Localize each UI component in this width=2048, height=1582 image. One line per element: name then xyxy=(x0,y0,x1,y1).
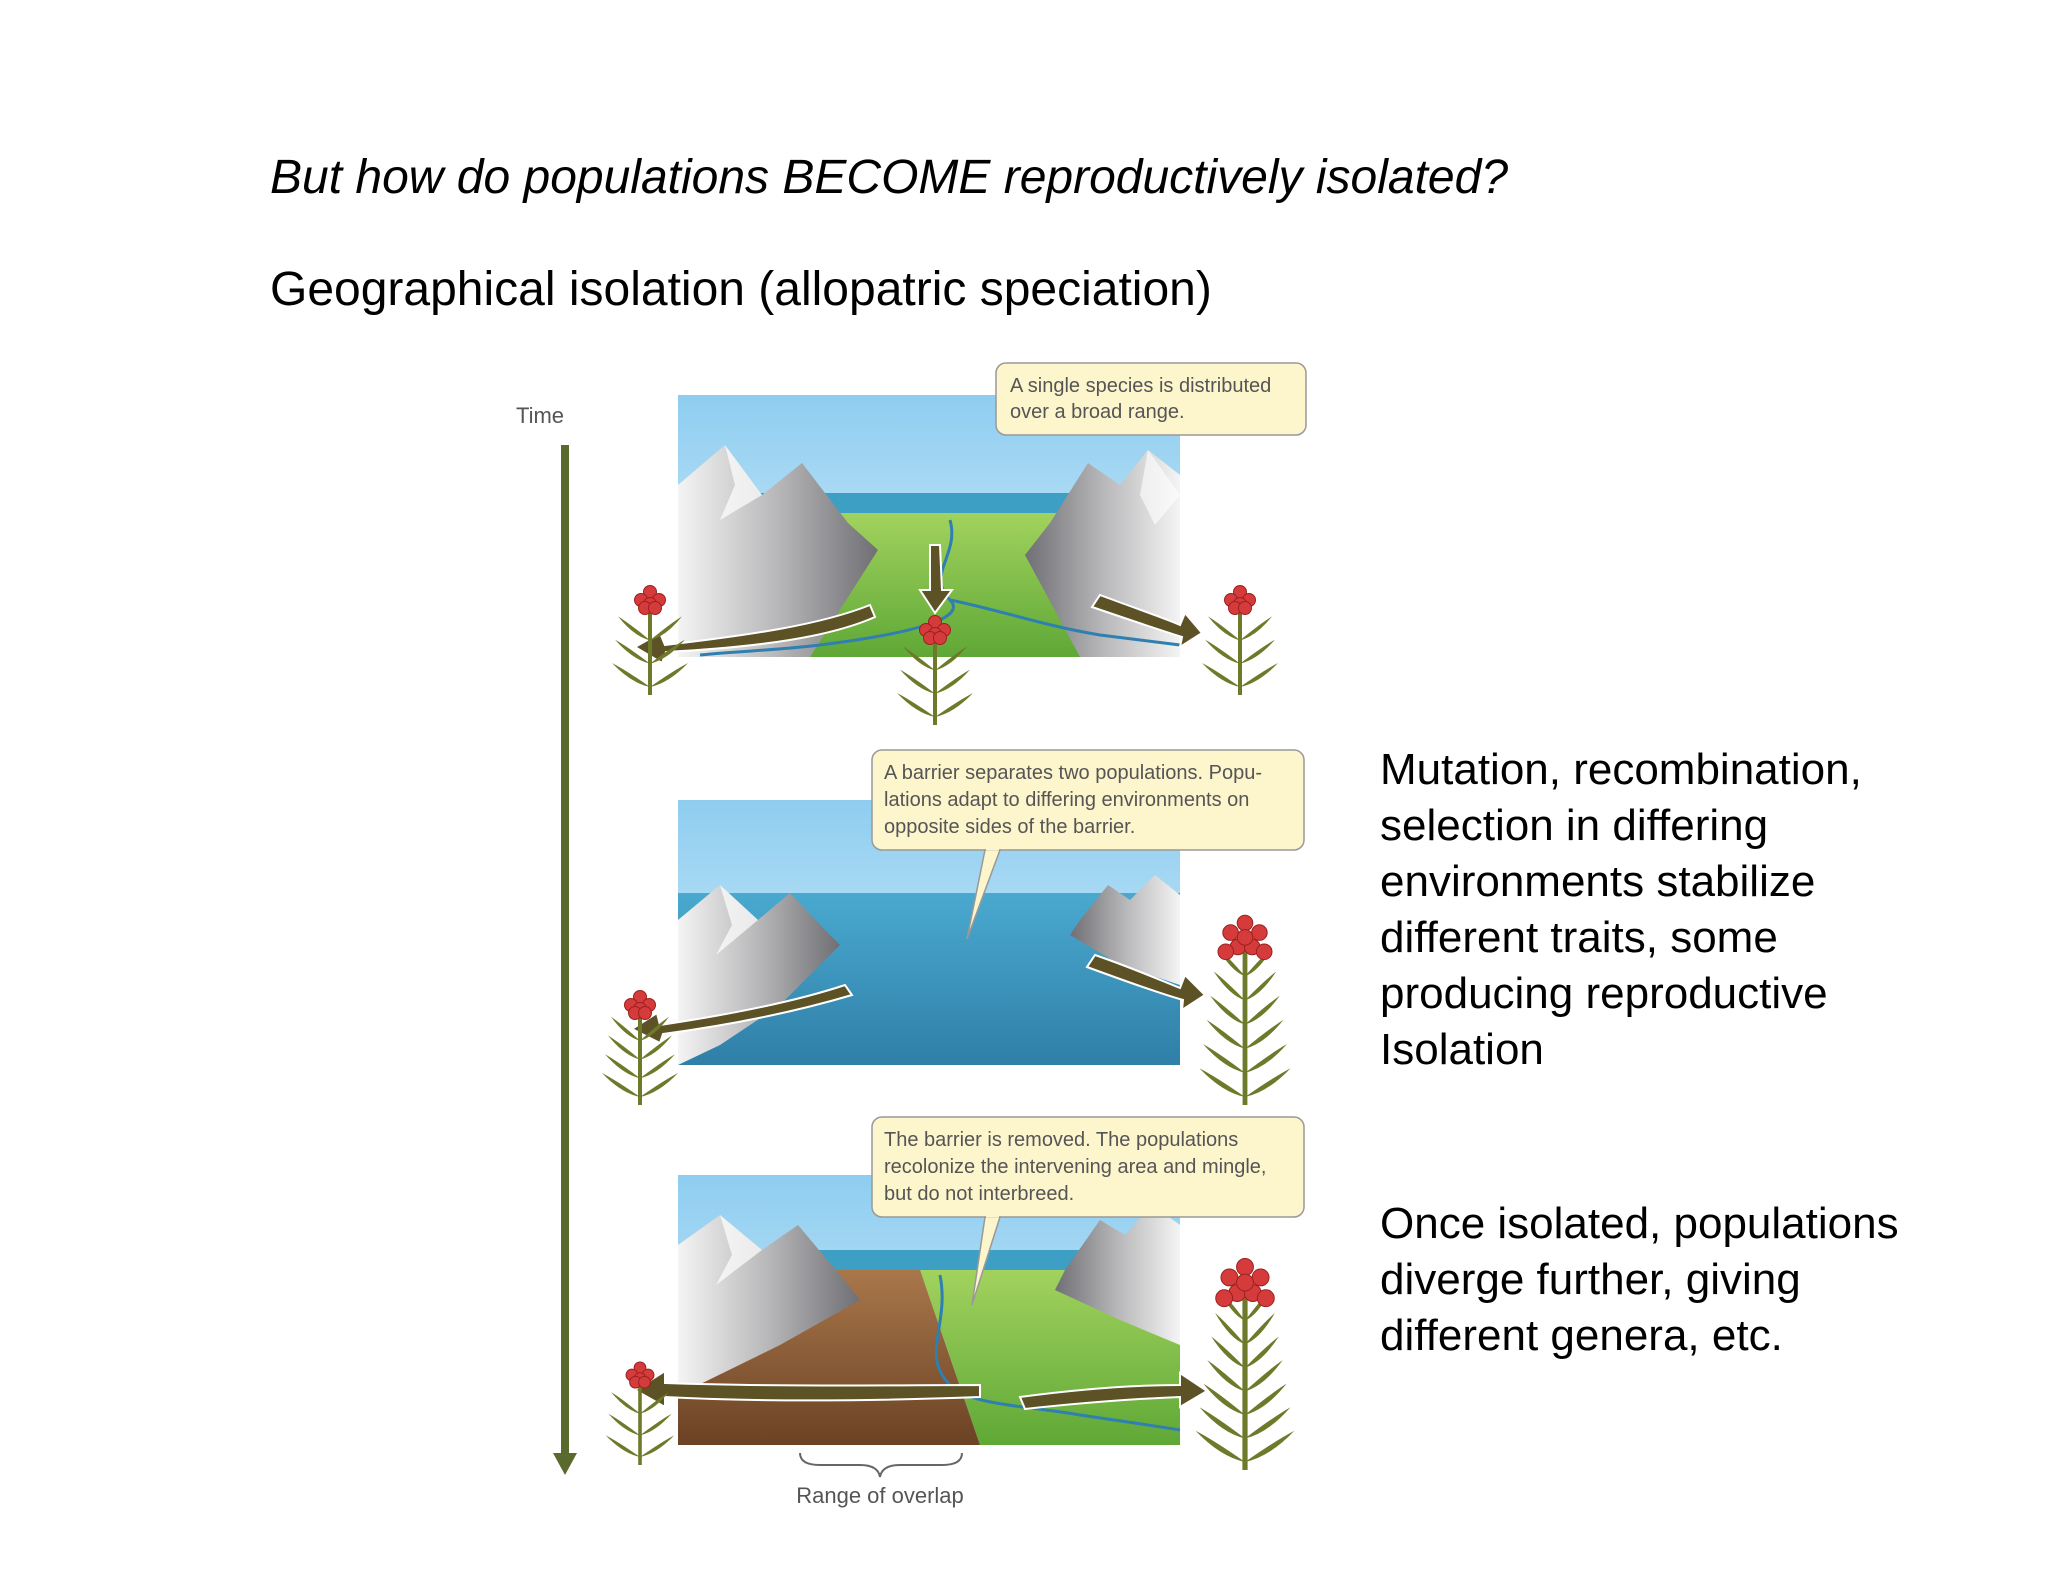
question-text: But how do populations BECOME reproductively isolated? xyxy=(270,151,1509,204)
callout-2-line-3: opposite sides of the barrier. xyxy=(884,816,1136,838)
time-arrow-shaft xyxy=(561,445,569,1455)
panel-3-barrier-removed xyxy=(635,1175,1207,1508)
time-label: Time xyxy=(515,403,565,428)
callout-2-line-1: A barrier separates two populations. Popu- xyxy=(884,762,1262,784)
flower-plant xyxy=(612,586,688,696)
allopatric-speciation-figure xyxy=(480,345,1320,1508)
flower-plant xyxy=(1199,915,1290,1105)
callout-3-line-3: but do not interbreed. xyxy=(884,1183,1075,1205)
side-paragraph-mutation xyxy=(1380,742,1862,1078)
side-line: selection in differing xyxy=(1380,801,1769,850)
time-arrow-head xyxy=(553,1453,577,1475)
callout-1-line-2: over a broad range. xyxy=(1010,401,1185,423)
side-line: Once isolated, populations xyxy=(1380,1199,1899,1248)
side-line: diverge further, giving xyxy=(1380,1255,1801,1304)
flower-plant xyxy=(1196,1259,1295,1470)
callout-2-line-2: lations adapt to differing environments on xyxy=(884,789,1250,811)
side-paragraph-diverge xyxy=(1380,1196,1899,1364)
heading-text: Geographical isolation (allopatric speciation) xyxy=(270,263,1212,316)
callout-3-line-1: The barrier is removed. The populations xyxy=(884,1129,1239,1151)
callout-3-line-2: recolonize the intervening area and mingle, xyxy=(884,1156,1267,1178)
flower-plant xyxy=(1202,586,1278,696)
flower-plant xyxy=(602,991,678,1106)
side-line: Isolation xyxy=(1380,1025,1544,1074)
side-line: different genera, etc. xyxy=(1380,1311,1783,1360)
side-line: environments stabilize xyxy=(1380,857,1816,906)
overlap-label: Range of overlap xyxy=(796,1483,964,1508)
side-line: different traits, some xyxy=(1380,913,1778,962)
side-line: Mutation, recombination, xyxy=(1380,745,1862,794)
callout-1-line-1: A single species is distributed xyxy=(1010,375,1272,397)
callout-1 xyxy=(996,363,1306,435)
side-line: producing reproductive xyxy=(1380,969,1828,1018)
